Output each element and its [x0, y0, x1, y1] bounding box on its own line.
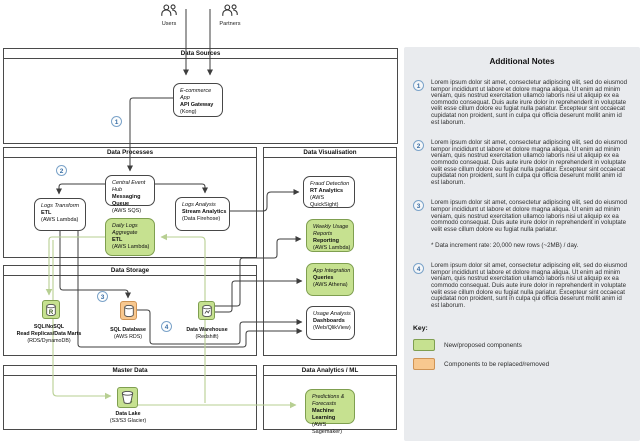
legend — [413, 325, 631, 370]
node-line: Usage Analysis — [313, 311, 351, 317]
note-item-4 — [413, 263, 631, 309]
note-item-1 — [413, 80, 631, 126]
legend-label: Components to be replaced/removed — [444, 360, 550, 368]
legend-entry-replace — [413, 358, 631, 370]
node-line: Aggregate — [112, 229, 138, 236]
label-line: (AWS RDS) — [113, 333, 143, 340]
node-line: Stream Analytics — [182, 208, 227, 215]
label-line: SQL/NoSQL — [33, 324, 65, 330]
data-warehouse-icon — [198, 301, 215, 320]
node-line: (AWS QuickSight) — [310, 194, 339, 208]
node-machine-learning — [305, 389, 355, 435]
additional-notes-panel — [404, 47, 640, 441]
node-line: ETL — [41, 209, 52, 216]
note-text: Lorem ipsum dolor sit amet, consectetur adipiscing elit, sed do eiusmod tempor incididunt ut labore et dolore magna aliqua. Ut enim ad minim veniam, quis nostrud exercitation ullamco laboris nisi ut aliquip ex ea commodo consequat. Duis aute irure dolor in reprehenderit in voluptate velit esse cillum dolore eu fugiat nulla pariatur. Excepteur sint occaecat cupidatat non proident, sunt in culpa qui officia deserunt mollit anim id est laborum. — [431, 79, 628, 126]
container-title: Data Processes — [4, 148, 256, 158]
note-number-badge: 4 — [413, 263, 424, 274]
node-line: Logs Analysis — [182, 202, 216, 208]
node-line: Logs Transform — [41, 203, 80, 209]
node-line: ETL — [112, 236, 123, 243]
container-title: Data Analytics / ML — [264, 366, 396, 376]
note-text: Lorem ipsum dolor sit amet, consectetur adipiscing elit, sed do eiusmod tempor incididunt ut labore et dolore magna aliqua. Ut enim ad minim veniam, quis nostrud exercitation ullamco laboris nisi ut aliquip ex ea commodo consequat. Duis aute irure dolor in reprehenderit in voluptate velit esse cillum dolore eu fugiat nulla pariatur. — [431, 199, 628, 233]
label-line: Read Replicas/Data Marts — [16, 330, 82, 337]
data-warehouse-label — [177, 327, 237, 341]
node-line: API Gateway — [180, 101, 214, 108]
node-queries — [306, 263, 354, 296]
data-lake-bucket-icon — [117, 387, 138, 408]
sql-database-icon — [120, 301, 137, 320]
node-line: (Kong) — [180, 108, 197, 115]
node-line: Dashboards — [313, 317, 345, 324]
legend-label: New/proposed components — [444, 341, 522, 349]
node-line: Messaging Queue — [112, 193, 141, 207]
legend-title: Key: — [413, 325, 428, 333]
node-api-gateway — [173, 83, 223, 117]
node-line: Reports — [313, 230, 333, 237]
container-title: Data Sources — [4, 49, 397, 59]
label-line: (S3/S3 Glacier) — [109, 417, 147, 424]
container-title: Master Data — [4, 366, 256, 376]
step-badge-3: 3 — [97, 291, 108, 302]
node-dashboards — [306, 306, 355, 340]
note-number-badge: 1 — [413, 80, 424, 91]
svg-text:*: * — [130, 400, 133, 406]
note-data-rate: * Data increment rate: 20,000 new rows (~2MB) / day. — [431, 242, 579, 250]
data-lake-label — [98, 411, 158, 425]
node-line: Forecasts — [312, 400, 337, 407]
orange-swatch — [413, 358, 435, 370]
node-line: App Integration — [313, 268, 351, 274]
node-line: Daily Logs — [112, 223, 138, 229]
note-text: Lorem ipsum dolor sit amet, consectetur adipiscing elit, sed do eiusmod tempor incididunt ut labore et dolore magna aliqua. Ut enim ad minim veniam, quis nostrud exercitation ullamco laboris nisi ut aliquip ex ea commodo consequat. Duis aute irure dolor in reprehenderit in voluptate velit esse cillum dolore eu fugiat nulla pariatur. Excepteur sint occaecat cupidatat non proident, sunt in culpa qui officia deserunt mollit anim id est laborum. — [431, 139, 628, 186]
label-line: (RDS/DynamoDB) — [27, 337, 71, 344]
node-messaging-queue — [105, 175, 155, 214]
node-line: (AWS Lambda) — [313, 244, 351, 251]
node-line: RT Analytics — [310, 187, 344, 194]
node-logs-transform-etl — [34, 198, 86, 231]
step-badge-1: 1 — [111, 116, 122, 127]
node-line: (AWS Athena) — [313, 281, 348, 288]
node-line: (Data Firehose) — [182, 215, 221, 222]
partners-label: Partners — [219, 21, 241, 27]
node-rt-analytics — [303, 176, 355, 208]
read-replicas-database-icon — [42, 300, 60, 319]
users-label: Users — [161, 21, 177, 27]
users-icon — [160, 3, 178, 23]
node-reporting — [306, 219, 354, 252]
node-line: Weekly Usage — [313, 224, 349, 230]
step-badge-4: 4 — [161, 321, 172, 332]
note-item-3 — [413, 200, 631, 249]
node-line: Predictions & — [312, 394, 345, 400]
note-number-badge: 2 — [413, 140, 424, 151]
node-line: (Web/QlikView) — [313, 324, 351, 331]
read-replicas-label — [6, 324, 92, 344]
partners-icon — [221, 3, 239, 23]
step-badge-2: 2 — [56, 165, 67, 176]
svg-text:R: R — [48, 309, 54, 316]
note-text: Lorem ipsum dolor sit amet, consectetur adipiscing elit, sed do eiusmod tempor incididunt ut labore et dolore magna aliqua. Ut enim ad minim veniam, quis nostrud exercitation ullamco laboris nisi ut aliquip ex ea commodo consequat. Duis aute irure dolor in reprehenderit in voluptate velit esse cillum dolore eu fugiat nulla pariatur. Excepteur sint occaecat cupidatat non proident, sunt in culpa qui officia deserunt mollit anim id est laborum. — [431, 262, 628, 309]
container-title: Data Visualisation — [264, 148, 396, 158]
legend-entry-new — [413, 339, 631, 351]
node-line: Queries — [313, 274, 334, 281]
node-line: Reporting — [313, 237, 339, 244]
node-line: Fraud Detection — [310, 181, 350, 187]
node-line: (AWS Lambda) — [112, 243, 150, 250]
node-line: Machine Learning — [312, 407, 336, 421]
label-line: (Redshift) — [195, 333, 219, 340]
node-line: (AWS SQS) — [112, 207, 142, 214]
notes-title: Additional Notes — [489, 57, 555, 66]
label-line: Data Warehouse — [186, 327, 228, 333]
node-line: (AWS Sagemaker) — [312, 421, 342, 435]
node-stream-analytics — [175, 197, 230, 231]
green-swatch — [413, 339, 435, 351]
node-line: Central Event Hub — [112, 180, 146, 193]
label-line: Data Lake — [115, 411, 141, 417]
note-item-2 — [413, 140, 631, 186]
label-line: SQL Database — [110, 327, 146, 333]
note-number-badge: 3 — [413, 200, 424, 211]
node-daily-logs-aggregate-etl — [105, 218, 155, 256]
node-line: (AWS Lambda) — [41, 216, 79, 223]
container-title: Data Storage — [4, 266, 256, 276]
node-line: E-commerce App — [180, 88, 212, 101]
sql-database-label — [98, 327, 158, 341]
